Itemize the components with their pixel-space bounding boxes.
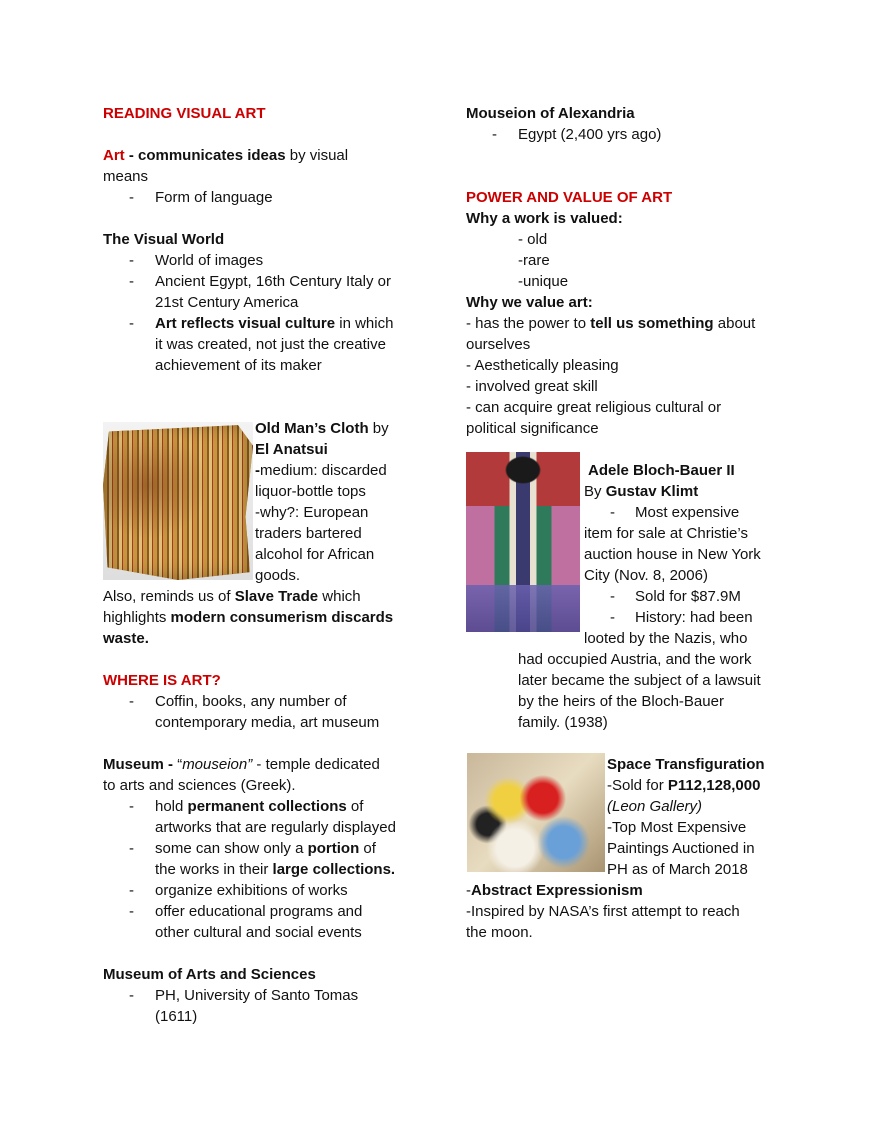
text-line bbox=[466, 229, 796, 250]
text: -unique bbox=[518, 273, 569, 290]
text: Also, reminds us of bbox=[103, 588, 235, 605]
bullet-dash: - bbox=[129, 798, 134, 815]
text-line bbox=[466, 334, 796, 355]
bullet-dash: - bbox=[129, 882, 134, 899]
text: -why?: European bbox=[255, 504, 369, 521]
text: goods. bbox=[255, 567, 301, 584]
text: some can show only a bbox=[155, 840, 308, 857]
text: other cultural and social events bbox=[155, 924, 362, 941]
text-line bbox=[103, 859, 443, 880]
text: PH as of March 2018 bbox=[607, 861, 748, 878]
text-line bbox=[103, 355, 443, 376]
text-line bbox=[466, 796, 796, 817]
text: by the heirs of the Bloch-Bauer bbox=[518, 693, 724, 710]
bold-text: Art reflects visual culture bbox=[155, 315, 336, 332]
text: Most expensive bbox=[635, 504, 740, 521]
text: of bbox=[359, 840, 376, 857]
text: Ancient Egypt, 16th Century Italy or bbox=[155, 273, 391, 290]
blank-line bbox=[103, 733, 443, 754]
text: Egypt (2,400 yrs ago) bbox=[518, 126, 662, 143]
text-line bbox=[466, 775, 796, 796]
bullet-dash: - bbox=[610, 504, 615, 521]
text: of bbox=[346, 798, 364, 815]
text-line bbox=[103, 817, 443, 838]
text: - temple dedicated bbox=[252, 756, 380, 773]
text-line bbox=[466, 838, 796, 859]
bold-text: portion bbox=[307, 840, 360, 857]
text: - has the power to bbox=[466, 315, 591, 332]
text: - Aesthetically pleasing bbox=[466, 357, 619, 374]
text: Coffin, books, any number of bbox=[155, 693, 347, 710]
text-line bbox=[466, 859, 796, 880]
text: -rare bbox=[518, 252, 550, 269]
bullet-dash: - bbox=[129, 273, 134, 290]
bullet-item bbox=[466, 502, 796, 523]
bullet-dash: - bbox=[129, 189, 134, 206]
text: (1611) bbox=[155, 1008, 198, 1025]
text: family. (1938) bbox=[518, 714, 608, 731]
bullet-item bbox=[103, 796, 443, 817]
bullet-item bbox=[466, 607, 796, 628]
text: artworks that are regularly displayed bbox=[155, 819, 396, 836]
text: offer educational programs and bbox=[155, 903, 363, 920]
text: traders bartered bbox=[255, 525, 362, 542]
text: liquor-bottle tops bbox=[255, 483, 366, 500]
bold-text: - bbox=[255, 462, 260, 479]
text: political significance bbox=[466, 420, 599, 437]
text: which bbox=[318, 588, 361, 605]
text-line bbox=[103, 964, 443, 985]
text-line bbox=[466, 208, 796, 229]
blank-line bbox=[103, 397, 443, 418]
bullet-item bbox=[466, 586, 796, 607]
bold-text: El Anatsui bbox=[255, 441, 328, 458]
text-line bbox=[466, 880, 796, 901]
blank-line bbox=[466, 733, 796, 754]
bullet-item bbox=[103, 880, 443, 901]
text-line bbox=[466, 460, 796, 481]
bold-text: Why a work is valued: bbox=[466, 210, 623, 227]
right-column bbox=[466, 103, 796, 943]
text-line bbox=[466, 691, 796, 712]
section-heading: POWER AND VALUE OF ART bbox=[466, 189, 673, 206]
text: about bbox=[713, 315, 756, 332]
text-line bbox=[466, 103, 796, 124]
text: the moon. bbox=[466, 924, 533, 941]
text: Form of language bbox=[155, 189, 273, 206]
bold-text: - communicates ideas bbox=[124, 147, 286, 164]
text-line bbox=[466, 271, 796, 292]
text: - can acquire great religious cultural or bbox=[466, 399, 722, 416]
text-line bbox=[103, 586, 443, 607]
text: -Top Most Expensive bbox=[607, 819, 747, 836]
text: By bbox=[584, 483, 606, 500]
text-line bbox=[103, 481, 443, 502]
text: alcohol for African bbox=[255, 546, 375, 563]
text-line bbox=[103, 439, 443, 460]
text-line bbox=[103, 1006, 443, 1027]
text-line bbox=[103, 754, 443, 775]
text: -Inspired by NASA’s first attempt to reach bbox=[466, 903, 740, 920]
text: “ bbox=[177, 756, 183, 773]
text-line bbox=[103, 544, 443, 565]
bullet-item bbox=[103, 985, 443, 1006]
blank-line bbox=[103, 943, 443, 964]
text-line bbox=[466, 481, 796, 502]
text-line bbox=[466, 754, 796, 775]
text: by bbox=[368, 420, 389, 437]
text-line bbox=[466, 418, 796, 439]
text: Paintings Auctioned in bbox=[607, 840, 755, 857]
blank-line bbox=[103, 124, 443, 145]
blank-line bbox=[103, 208, 443, 229]
bold-text: Museum of Arts and Sciences bbox=[103, 966, 316, 983]
blank-line bbox=[103, 649, 443, 670]
section-heading: WHERE IS ART? bbox=[103, 672, 221, 689]
text-line bbox=[466, 817, 796, 838]
section-heading: Art bbox=[103, 147, 125, 164]
bullet-dash: - bbox=[129, 315, 134, 332]
bullet-dash: - bbox=[129, 693, 134, 710]
bullet-item bbox=[103, 250, 443, 271]
blank-line bbox=[466, 166, 796, 187]
text-line bbox=[466, 292, 796, 313]
bold-text: Mouseion of Alexandria bbox=[466, 105, 635, 122]
bullet-dash: - bbox=[610, 609, 615, 626]
text-line bbox=[466, 397, 796, 418]
text: medium: discarded bbox=[260, 462, 387, 479]
bold-text: Abstract Expressionism bbox=[471, 882, 643, 899]
bullet-dash: - bbox=[492, 126, 497, 143]
bullet-dash: - bbox=[129, 252, 134, 269]
text: Sold for $87.9M bbox=[635, 588, 741, 605]
text: 21st Century America bbox=[155, 294, 299, 311]
text: PH, University of Santo Tomas bbox=[155, 987, 359, 1004]
text-line bbox=[466, 523, 796, 544]
text-line bbox=[466, 565, 796, 586]
bullet-item bbox=[103, 691, 443, 712]
text-line bbox=[103, 712, 443, 733]
text-line bbox=[103, 775, 443, 796]
text: auction house in New York bbox=[584, 546, 761, 563]
text-line bbox=[103, 418, 443, 439]
bold-text: Space Transfiguration bbox=[607, 756, 765, 773]
italic-text: (Leon Gallery) bbox=[607, 798, 703, 815]
text-line bbox=[103, 523, 443, 544]
text: by visual bbox=[285, 147, 349, 164]
bold-text: waste. bbox=[103, 630, 149, 647]
bullet-dash: - bbox=[129, 987, 134, 1004]
text-line bbox=[103, 334, 443, 355]
text: item for sale at Christie’s bbox=[584, 525, 748, 542]
bold-text: Museum - bbox=[103, 756, 178, 773]
text-line bbox=[103, 670, 443, 691]
text: to arts and sciences (Greek). bbox=[103, 777, 296, 794]
text-line bbox=[466, 250, 796, 271]
text: hold bbox=[155, 798, 188, 815]
text-line bbox=[103, 103, 443, 124]
bold-text: The Visual World bbox=[103, 231, 225, 248]
text: ourselves bbox=[466, 336, 531, 353]
text: means bbox=[103, 168, 149, 185]
bullet-item bbox=[103, 271, 443, 292]
text: looted by the Nazis, who bbox=[584, 630, 748, 647]
bullet-item bbox=[103, 838, 443, 859]
bullet-item bbox=[103, 313, 443, 334]
bullet-dash: - bbox=[129, 903, 134, 920]
bullet-item bbox=[103, 901, 443, 922]
text: had occupied Austria, and the work bbox=[518, 651, 752, 668]
text: the works in their bbox=[155, 861, 273, 878]
text: in which bbox=[335, 315, 394, 332]
bullet-dash: - bbox=[129, 840, 134, 857]
text-line bbox=[103, 502, 443, 523]
bold-text: tell us something bbox=[590, 315, 714, 332]
left-column bbox=[103, 103, 443, 1027]
text-line bbox=[103, 145, 443, 166]
text: later became the subject of a lawsuit bbox=[518, 672, 761, 689]
bold-text: permanent collections bbox=[187, 798, 347, 815]
text: City (Nov. 8, 2006) bbox=[584, 567, 708, 584]
text-line bbox=[103, 922, 443, 943]
text: - bbox=[466, 882, 471, 899]
text: -Sold for bbox=[607, 777, 668, 794]
text-line bbox=[103, 607, 443, 628]
text: highlights bbox=[103, 609, 171, 626]
text-line bbox=[466, 922, 796, 943]
text-line bbox=[466, 376, 796, 397]
text-line bbox=[103, 166, 443, 187]
text: contemporary media, art museum bbox=[155, 714, 380, 731]
text-line bbox=[466, 313, 796, 334]
text-line bbox=[103, 628, 443, 649]
text: History: had been bbox=[635, 609, 753, 626]
bold-text: Gustav Klimt bbox=[605, 483, 699, 500]
text: - involved great skill bbox=[466, 378, 598, 395]
blank-line bbox=[103, 376, 443, 397]
text-line bbox=[466, 544, 796, 565]
text-line bbox=[466, 649, 796, 670]
bold-text: Old Man’s Cloth bbox=[255, 420, 369, 437]
text-line bbox=[103, 565, 443, 586]
bullet-dash: - bbox=[610, 588, 615, 605]
text-line bbox=[103, 460, 443, 481]
text-line bbox=[103, 292, 443, 313]
text-line bbox=[103, 229, 443, 250]
text: - old bbox=[518, 231, 548, 248]
text-line bbox=[466, 355, 796, 376]
text: World of images bbox=[155, 252, 264, 269]
text: it was created, not just the creative bbox=[155, 336, 386, 353]
bullet-item bbox=[466, 124, 796, 145]
text-line bbox=[466, 187, 796, 208]
bold-text: large collections. bbox=[272, 861, 396, 878]
italic-text: mouseion” bbox=[182, 756, 253, 773]
bold-text: modern consumerism discards bbox=[170, 609, 394, 626]
section-heading: READING VISUAL ART bbox=[103, 105, 266, 122]
blank-line bbox=[466, 439, 796, 460]
bold-text: P112,128,000 bbox=[667, 777, 761, 794]
text-line bbox=[466, 901, 796, 922]
text-line bbox=[466, 628, 796, 649]
text: organize exhibitions of works bbox=[155, 882, 348, 899]
text-line bbox=[466, 670, 796, 691]
bullet-item bbox=[103, 187, 443, 208]
bold-text: Adele Bloch-Bauer II bbox=[588, 462, 735, 479]
text-line bbox=[466, 712, 796, 733]
bold-text: Why we value art: bbox=[466, 294, 593, 311]
blank-line bbox=[466, 145, 796, 166]
text: achievement of its maker bbox=[155, 357, 322, 374]
bold-text: Slave Trade bbox=[234, 588, 319, 605]
